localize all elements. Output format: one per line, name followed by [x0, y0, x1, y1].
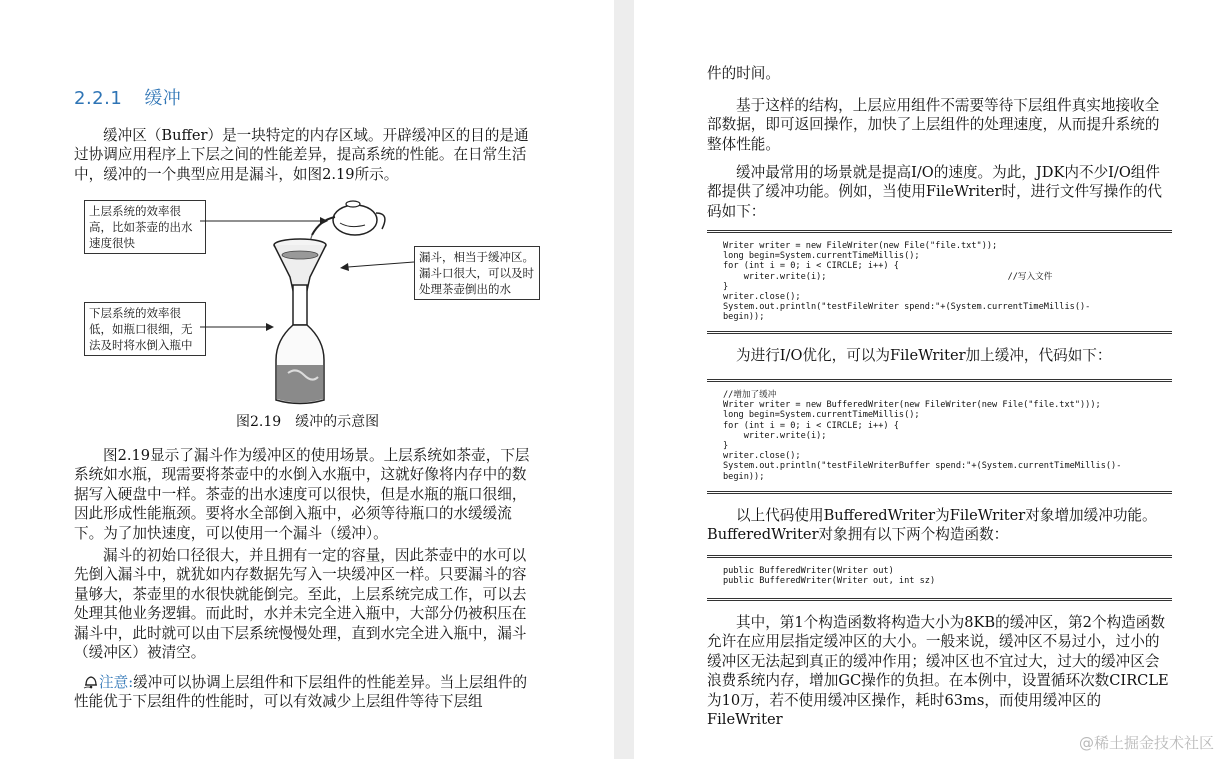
figure-caption: 图2.19 缓冲的示意图	[236, 414, 380, 430]
note-block	[74, 673, 540, 712]
callout-upper-system: 上层系统的效率很高，比如茶壶的出水速度很快	[84, 200, 206, 254]
code-filewriter: Writer writer = new FileWriter(new File("file.txt")); long begin=System.currentTimeMillis(); for (int i = 0; i < CIRCLE; i++) { writer.write(i); //写入文件 } writer.close(); System.out.println("testFileWriter spend:"+(System.currentTimeMillis()- begin));	[723, 241, 1091, 323]
paragraph-continued: 件的时间。	[707, 65, 780, 82]
section-heading	[74, 84, 181, 110]
arrowhead-right	[340, 263, 349, 271]
bottle-icon	[276, 285, 324, 404]
paragraph-explanation: 图2.19显示了漏斗作为缓冲区的使用场景。上层系统如茶壶，下层系统如水瓶，现需要将茶壶中的水倒入水瓶中，这就好像将内存中的数据写入硬盘中一样。茶壶的出水速度可以很快，但是水瓶的瓶口很细，因此形成性能瓶颈。要将水全部倒入瓶中，必须等待瓶口的水缓缓流下。为了加快速度，可以使用一个漏斗（缓冲）。	[74, 447, 530, 542]
code-block-filewriter	[707, 230, 1172, 334]
note-text: 缓冲可以协调上层组件和下层组件的性能差异。当上层组件的性能优于下层组件的性能时，可以有效减少上层组件等待下层组	[74, 674, 528, 711]
callout-funnel: 漏斗，相当于缓冲区。漏斗口很大，可以及时处理茶壶倒出的水	[414, 246, 540, 300]
section-number: 2.2.1	[74, 88, 123, 109]
callout-lower-system: 下层系统的效率很低，如瓶口很细，无法及时将水倒入瓶中	[84, 302, 206, 356]
code-block-bufferedwriter	[707, 379, 1172, 494]
code-constructors: public BufferedWriter(Writer out) public BufferedWriter(Writer out, int sz)	[723, 566, 936, 587]
code-block-constructors	[707, 555, 1172, 601]
arrow-line-right	[348, 262, 414, 267]
note-label: 注意:	[99, 674, 134, 691]
paragraph-funnel: 漏斗的初始口径很大，并且拥有一定的容量，因此茶壶中的水可以先倒入漏斗中，就犹如内存数据先写入一块缓冲区一样。只要漏斗的容量够大，茶壶里的水很快就能倒完。至此，上层系统完成工作，可以去处理其他业务逻辑。而此时，水并未完全进入瓶中，大部分仍被积压在漏斗中，此时就可以由下层系统慢慢处理，直到水完全进入瓶中，漏斗（缓冲区）被清空。	[74, 547, 527, 662]
paragraph-intro: 缓冲区（Buffer）是一块特定的内存区域。开辟缓冲区的目的是通过协调应用程序上下层之间的性能差异，提高系统的性能。在日常生活中，缓冲的一个典型应用是漏斗，如图2.19所示。	[74, 127, 529, 183]
paragraph-buffer-size: 其中，第1个构造函数将构造大小为8KB的缓冲区，第2个构造函数允许在应用层指定缓冲区的大小。一般来说，缓冲区不易过小，过小的缓冲区无法起到真正的缓冲作用；缓冲区也不宜过大，过大的缓冲区会浪费系统内存，增加GC操作的负担。在本例中，设置循环次数CIRCLE为10万，若不使用缓冲区操作，耗时63ms，而使用缓冲区的FileWriter	[707, 614, 1169, 729]
teapot-icon	[312, 201, 385, 235]
paragraph-io-speed: 缓冲最常用的场景就是提高I/O的速度。为此，JDK内不少I/O组件都提供了缓冲功能。例如，当使用FileWriter时，进行文件写操作的代码如下：	[707, 164, 1163, 220]
section-title: 缓冲	[144, 88, 182, 109]
paragraph-structure: 基于这样的结构，上层应用组件不需要等待下层组件真实地接收全部数据，即可返回操作，加快了上层组件的处理速度，从而提升系统的整体性能。	[707, 97, 1160, 153]
paragraph-constructors: 以上代码使用BufferedWriter为FileWriter对象增加缓冲功能。BufferedWriter对象拥有以下两个构造函数：	[707, 507, 1157, 544]
funnel-figure	[200, 195, 415, 405]
watermark: @稀土掘金技术社区	[1078, 734, 1214, 752]
arrowhead-bottom	[266, 323, 274, 331]
bell-icon	[83, 674, 99, 689]
code-bufferedwriter: //增加了缓冲 Writer writer = new BufferedWriter(new FileWriter(new File("file.txt"))); long begin=System.currentTimeMillis(); for (int i = 0; i < CIRCLE; i++) { writer.write(i); } writer.close(); System.out.println("testFileWriterBuffer spend:"+(System.currentTimeMillis()- begin));	[723, 390, 1122, 482]
paragraph-optimize: 为进行I/O优化，可以为FileWriter加上缓冲，代码如下：	[736, 347, 1112, 364]
